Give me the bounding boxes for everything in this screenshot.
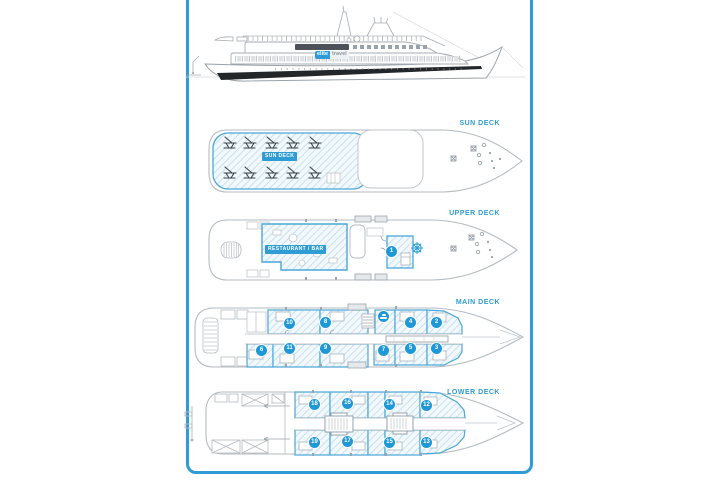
cabin-marker-6: 6: [256, 345, 267, 356]
corridor-gangway: [386, 336, 448, 342]
sun-deck-house: [358, 130, 423, 188]
sun-deck-area-badge: SUN DECK: [262, 152, 297, 161]
stern-davits: [185, 406, 193, 441]
cabin-marker-16: 16: [342, 398, 353, 409]
cabin-marker-15: 15: [384, 437, 395, 448]
cabin-marker-17: 17: [342, 436, 353, 447]
cabin-marker-1: 1: [386, 246, 397, 257]
sun-lounge-area: [213, 133, 368, 189]
deck-label-upper: UPPER DECK: [449, 210, 500, 217]
cabin-marker-4: 4: [405, 317, 416, 328]
restaurant-bar-badge: RESTAURANT / BAR: [265, 245, 326, 254]
cabin-marker-13: 13: [421, 437, 432, 448]
cabin-marker-8: 8: [320, 317, 331, 328]
brand-elite: elite: [317, 51, 329, 57]
brand-logo: [315, 51, 349, 59]
deck-label-lower: LOWER DECK: [447, 389, 500, 396]
stairwell-aft: [325, 413, 353, 435]
lounge-icon: [378, 311, 389, 322]
midship-stairs: [362, 314, 374, 328]
cabin-marker-12: 12: [421, 400, 432, 411]
cabin-marker-3: 3: [431, 343, 442, 354]
cabin-marker-19: 19: [309, 437, 320, 448]
main-deck-plan: [190, 296, 530, 380]
cabin-marker-9: 9: [320, 343, 331, 354]
cabin-marker-2: 2: [431, 317, 442, 328]
ship-side-profile: [185, 6, 525, 104]
profile-linework: [185, 6, 525, 81]
deck-label-main: MAIN DECK: [455, 299, 500, 306]
sun-deck-plan: [205, 118, 525, 204]
cabin-marker-18: 18: [309, 399, 320, 410]
deck-label-sun: SUN DECK: [459, 120, 500, 127]
upper-deck-plan: [205, 208, 525, 296]
cabin-marker-5: 5: [405, 343, 416, 354]
cabin-marker-7: 7: [378, 345, 389, 356]
cabin-marker-10: 10: [284, 318, 295, 329]
stairwell-forward: [387, 413, 413, 434]
cabin-marker-11: 11: [284, 343, 295, 354]
brand-travel: travel: [332, 51, 347, 57]
cabin-marker-14: 14: [384, 399, 395, 410]
